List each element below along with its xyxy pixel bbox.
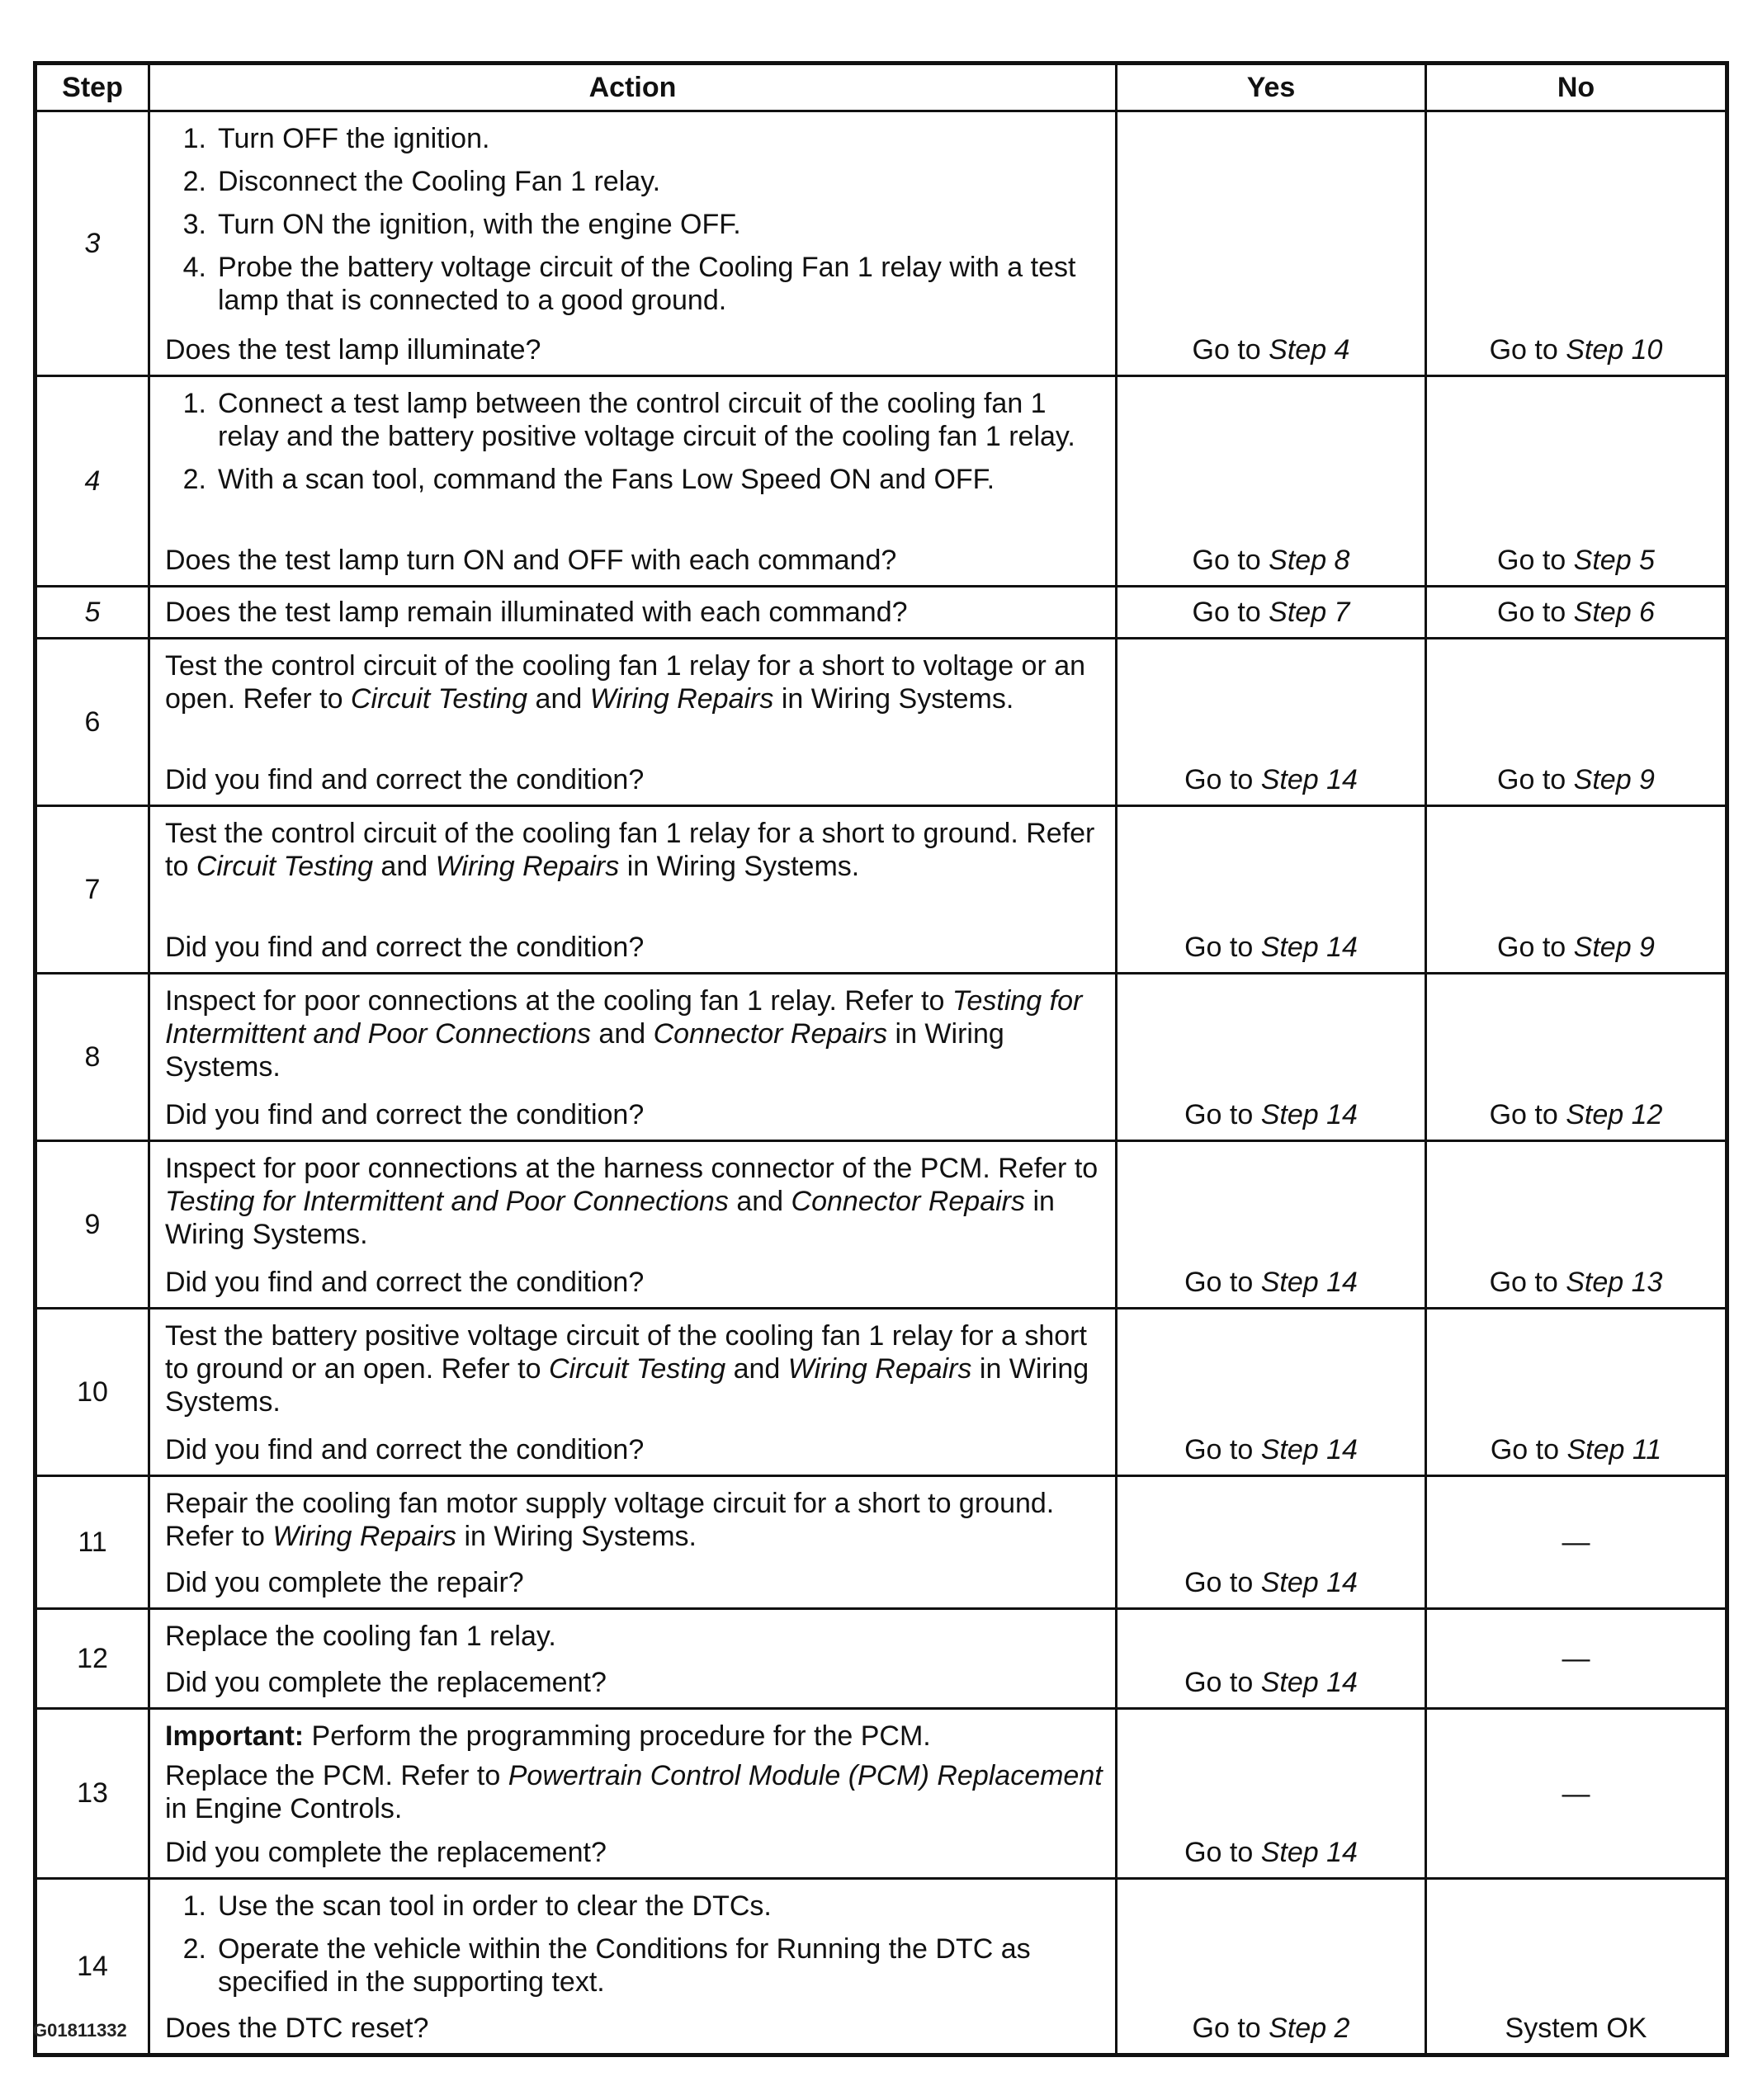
list-number: 2. [182,464,206,495]
emphasis-label: Important: [165,1720,305,1752]
text-segment: in Wiring Systems. [165,1186,1055,1250]
list-number: 1. [182,1890,206,1922]
action-cell [149,1476,1117,1609]
reference-text: Circuit Testing [196,851,373,882]
no-content [1427,807,1725,972]
goto-step-link: Step 14 [1260,1667,1358,1698]
goto-step-link: Step 10 [1566,334,1663,366]
yes-content [1117,1310,1425,1475]
no-content [1427,1610,1725,1707]
question-text: Did you complete the repair? [165,1567,524,1598]
action-paragraph [165,1759,1103,1825]
reference-text: Powertrain Control Module (PCM) Replacement [508,1760,1103,1791]
action-cell [149,587,1117,639]
step-number: 6 [35,639,149,806]
table-row [35,1476,1727,1609]
no-answer [1427,596,1725,629]
yes-cell [1117,376,1426,587]
action-content [150,377,1115,585]
yes-content [1117,639,1425,805]
reference-text: Wiring Repairs [272,1521,457,1552]
yes-content [1117,1610,1425,1707]
no-cell [1426,1879,1727,2055]
no-answer [1427,931,1725,964]
goto-step-link: Step 2 [1269,2013,1350,2044]
yes-content [1117,807,1425,972]
action-list-item [165,122,1103,155]
text-segment: Operate the vehicle within the Conditions for Running the DTC as specified in the supporting text. [218,1933,1031,1998]
no-content [1427,974,1725,1140]
goto-step-link: Step 14 [1260,1567,1358,1598]
table-row [35,639,1727,806]
goto-prefix: Go to [1497,545,1566,576]
step-number: 13 [35,1709,149,1879]
no-cell [1426,587,1727,639]
yes-answer [1117,1836,1425,1869]
goto-prefix: Go to [1497,764,1566,795]
action-paragraph [165,1152,1103,1251]
goto-step-link: Step 14 [1260,1099,1358,1130]
text-segment: Test the control circuit of the cooling fan 1 relay for a short to ground. Refer to [165,818,1095,882]
action-content [150,1142,1115,1307]
table-header-row [35,64,1727,111]
goto-prefix: Go to [1497,932,1566,963]
action-cell [149,1309,1117,1476]
yes-cell [1117,1141,1426,1309]
no-answer [1427,763,1725,796]
text-segment: Inspect for poor connections at the cooling fan 1 relay. Refer to [165,985,952,1017]
action-paragraph [165,1487,1103,1553]
text-segment: in Wiring Systems. [165,1018,1004,1083]
text-segment: and [725,1353,788,1385]
yes-answer [1117,1098,1425,1131]
action-cell [149,376,1117,587]
no-content [1427,112,1725,375]
action-paragraph [165,817,1103,883]
text-segment: and [527,683,590,715]
goto-step-link: Step 11 [1566,1434,1662,1465]
yes-cell [1117,1879,1426,2055]
list-text [218,165,1103,198]
reference-text: Circuit Testing [350,683,528,715]
no-cell [1426,974,1727,1141]
answer-text: System OK [1505,2013,1647,2044]
yes-answer [1117,2012,1425,2045]
question-text: Does the test lamp turn ON and OFF with each command? [165,545,897,576]
no-content [1427,588,1725,637]
action-cell [149,1709,1117,1879]
question-text: Does the test lamp remain illuminated with each command? [165,597,908,628]
goto-step-link: Step 14 [1260,1434,1358,1465]
no-content [1427,1477,1725,1607]
question-text: Does the test lamp illuminate? [165,334,541,366]
yes-answer [1117,763,1425,796]
reference-text: Wiring Repairs [589,683,774,715]
goto-step-link: Step 14 [1260,1837,1358,1868]
goto-prefix: Go to [1489,334,1558,366]
figure-id: G01811332 [33,2020,127,2041]
goto-step-link: Step 5 [1573,545,1655,576]
table-row [35,1709,1727,1879]
action-list-item [165,251,1103,317]
no-answer [1427,544,1725,577]
text-segment: in Wiring Systems. [456,1521,697,1552]
text-segment: Test the battery positive voltage circuit of the cooling fan 1 relay for a short to ground or an open. Refer to [165,1320,1087,1385]
yes-content [1117,974,1425,1140]
yes-answer [1117,1666,1425,1699]
goto-prefix: Go to [1184,1567,1254,1598]
table-row [35,1879,1727,2055]
goto-prefix: Go to [1192,2013,1261,2044]
step-number: 11 [35,1476,149,1609]
text-segment: With a scan tool, command the Fans Low Speed ON and OFF. [218,464,995,495]
reference-text: Connector Repairs [791,1186,1026,1217]
text-segment: Turn ON the ignition, with the engine OFF. [218,209,741,240]
goto-prefix: Go to [1184,1837,1254,1868]
text-segment: in Wiring Systems. [165,1353,1089,1418]
goto-prefix: Go to [1192,334,1261,366]
step-number: 12 [35,1609,149,1709]
table-row [35,587,1727,639]
goto-prefix: Go to [1490,1434,1560,1465]
action-content [150,639,1115,805]
action-content [150,1610,1115,1707]
goto-step-link: Step 14 [1260,932,1358,963]
header-no: No [1426,64,1727,111]
action-cell [149,1879,1117,2055]
yes-content [1117,1880,1425,2053]
yes-content [1117,112,1425,375]
no-answer [1427,1526,1725,1559]
table-body [35,111,1727,2055]
action-list-item [165,165,1103,198]
no-answer [1427,1433,1725,1466]
list-text [218,387,1103,453]
text-segment: Perform the programming procedure for the PCM. [304,1720,931,1752]
action-paragraph [165,1319,1103,1418]
action-paragraph [165,1720,1103,1753]
step-number: 4 [35,376,149,587]
no-content [1427,639,1725,805]
yes-cell [1117,1609,1426,1709]
no-content [1427,1710,1725,1877]
action-paragraph [165,1620,1103,1653]
question-text: Did you complete the replacement? [165,1837,607,1868]
yes-content [1117,1477,1425,1607]
text-segment: Inspect for poor connections at the harness connector of the PCM. Refer to [165,1153,1099,1184]
header-yes: Yes [1117,64,1426,111]
action-content [150,807,1115,972]
text-segment: in Wiring Systems. [619,851,860,882]
action-cell [149,974,1117,1141]
list-text [218,1890,1103,1923]
action-list-item [165,208,1103,241]
list-number: 2. [182,1933,206,1965]
action-cell [149,111,1117,376]
yes-answer [1117,544,1425,577]
yes-cell [1117,974,1426,1141]
goto-step-link: Step 9 [1573,764,1655,795]
text-segment: in Engine Controls. [165,1793,403,1824]
question-text: Did you find and correct the condition? [165,1267,645,1298]
text-segment: Connect a test lamp between the control circuit of the cooling fan 1 relay and the battery positive voltage circuit of the cooling fan 1 relay. [218,388,1075,452]
goto-step-link: Step 4 [1269,334,1350,366]
yes-content [1117,1710,1425,1877]
action-list-item [165,387,1103,453]
yes-cell [1117,806,1426,974]
table-row [35,376,1727,587]
no-cell [1426,1476,1727,1609]
no-cell [1426,376,1727,587]
no-cell [1426,1309,1727,1476]
reference-text: Testing for Intermittent and Poor Connections [165,985,1083,1050]
no-answer [1427,333,1725,366]
list-text [218,251,1103,317]
action-content [150,112,1115,375]
goto-step-link: Step 8 [1269,545,1350,576]
question-text: Did you find and correct the condition? [165,932,645,963]
table-row [35,1609,1727,1709]
yes-answer [1117,333,1425,366]
action-list-item [165,463,1103,496]
text-segment: and [372,851,436,882]
text-segment: Replace the cooling fan 1 relay. [165,1621,556,1652]
goto-step-link: Step 14 [1260,764,1358,795]
action-content [150,1880,1115,2053]
text-segment: in Wiring Systems. [773,683,1014,715]
text-segment: Turn OFF the ignition. [218,123,490,154]
no-answer [1427,1266,1725,1299]
step-number: 8 [35,974,149,1141]
list-text [218,122,1103,155]
action-content [150,1477,1115,1607]
goto-prefix: Go to [1184,1434,1254,1465]
list-text [218,208,1103,241]
yes-answer [1117,1433,1425,1466]
step-number: 10 [35,1309,149,1476]
action-cell [149,639,1117,806]
question-text: Did you find and correct the condition? [165,1099,645,1130]
answer-text: — [1562,1643,1590,1674]
action-content [150,1710,1115,1877]
table-row [35,111,1727,376]
goto-step-link: Step 12 [1566,1099,1663,1130]
text-segment: Repair the cooling fan motor supply voltage circuit for a short to ground. Refer to [165,1488,1055,1552]
list-number: 3. [182,209,206,240]
no-cell [1426,639,1727,806]
goto-prefix: Go to [1184,1267,1254,1298]
text-segment: Probe the battery voltage circuit of the Cooling Fan 1 relay with a test lamp that is connected to a good ground. [218,252,1076,316]
goto-prefix: Go to [1497,597,1566,628]
yes-cell [1117,1309,1426,1476]
goto-prefix: Go to [1184,764,1254,795]
yes-cell [1117,639,1426,806]
action-list-item [165,1890,1103,1923]
question-text: Did you complete the replacement? [165,1667,607,1698]
no-answer [1427,2012,1725,2045]
yes-cell [1117,1709,1426,1879]
no-content [1427,377,1725,585]
yes-cell [1117,587,1426,639]
table-row [35,974,1727,1141]
goto-step-link: Step 7 [1269,597,1350,628]
action-content [150,974,1115,1140]
list-text [218,463,1103,496]
question-text: Does the DTC reset? [165,2013,429,2044]
no-cell [1426,111,1727,376]
yes-answer [1117,596,1425,629]
yes-cell [1117,1476,1426,1609]
header-action: Action [149,64,1117,111]
list-number: 4. [182,252,206,283]
action-cell [149,1141,1117,1309]
goto-prefix: Go to [1489,1267,1558,1298]
goto-prefix: Go to [1184,1667,1254,1698]
list-text [218,1932,1103,1999]
list-number: 2. [182,166,206,197]
step-number: 9 [35,1141,149,1309]
yes-answer [1117,1266,1425,1299]
header-step: Step [35,64,149,111]
no-content [1427,1142,1725,1307]
table-row [35,1141,1727,1309]
step-number: 5 [35,587,149,639]
table-row [35,806,1727,974]
text-segment: Replace the PCM. Refer to [165,1760,508,1791]
step-number: 14 [35,1879,149,2055]
text-segment: Disconnect the Cooling Fan 1 relay. [218,166,661,197]
goto-prefix: Go to [1192,545,1261,576]
no-answer [1427,1642,1725,1675]
yes-answer [1117,1566,1425,1599]
text-segment: and [728,1186,791,1217]
yes-content [1117,588,1425,637]
answer-text: — [1562,1527,1590,1558]
no-answer [1427,1098,1725,1131]
action-cell [149,806,1117,974]
no-content [1427,1880,1725,2053]
list-number: 1. [182,388,206,419]
no-cell [1426,1709,1727,1879]
yes-answer [1117,931,1425,964]
reference-text: Circuit Testing [548,1353,726,1385]
goto-step-link: Step 14 [1260,1267,1358,1298]
no-content [1427,1310,1725,1475]
question-text: Did you find and correct the condition? [165,764,645,795]
no-cell [1426,1609,1727,1709]
text-segment: and [590,1018,654,1050]
action-content [150,1310,1115,1475]
text-segment: Use the scan tool in order to clear the DTCs. [218,1890,772,1922]
goto-step-link: Step 6 [1573,597,1655,628]
action-list-item [165,1932,1103,1999]
goto-step-link: Step 13 [1566,1267,1663,1298]
goto-prefix: Go to [1489,1099,1558,1130]
step-number: 7 [35,806,149,974]
goto-step-link: Step 9 [1573,932,1655,963]
question-text: Did you find and correct the condition? [165,1434,645,1465]
list-number: 1. [182,123,206,154]
reference-text: Testing for Intermittent and Poor Connections [165,1186,729,1217]
action-content [150,588,1115,637]
action-paragraph [165,984,1103,1083]
goto-prefix: Go to [1184,932,1254,963]
yes-content [1117,377,1425,585]
reference-text: Wiring Repairs [787,1353,972,1385]
yes-content [1117,1142,1425,1307]
no-cell [1426,1141,1727,1309]
text-segment: Test the control circuit of the cooling fan 1 relay for a short to voltage or an open. Refer to [165,650,1086,715]
answer-text: — [1562,1777,1590,1810]
action-cell [149,1609,1117,1709]
yes-cell [1117,111,1426,376]
goto-prefix: Go to [1192,597,1261,628]
table-row [35,1309,1727,1476]
goto-prefix: Go to [1184,1099,1254,1130]
reference-text: Wiring Repairs [435,851,620,882]
step-number: 3 [35,111,149,376]
no-answer [1427,1777,1725,1810]
no-cell [1426,806,1727,974]
diagnostic-table [33,61,1729,2057]
action-paragraph [165,649,1103,715]
reference-text: Connector Repairs [653,1018,888,1050]
